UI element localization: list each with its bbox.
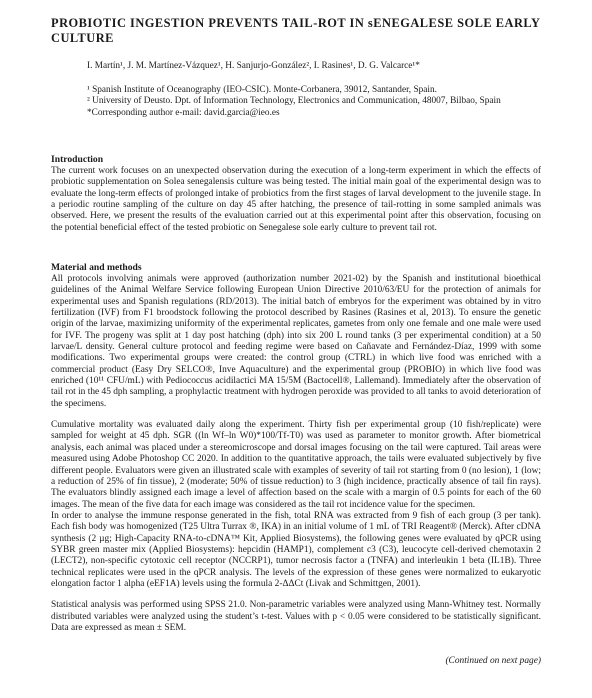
paper-title: PROBIOTIC INGESTION PREVENTS TAIL-ROT IN sENEGALESE SOLE EARLY CULTURE (51, 16, 541, 45)
introduction-heading: Introduction (51, 154, 104, 165)
author-list: I. Martín¹, J. M. Martínez-Vázquez¹, H. Sanjurjo-González², I. Rasines¹, D. G. Valcarce¹* (87, 61, 420, 71)
affiliation-1: ¹ Spanish Institute of Oceanography (IEO-CSIC). Monte-Corbanera, 39012, Santander, Spain. (87, 85, 437, 95)
paper-page (51, 16, 541, 666)
methods-paragraph-2: Cumulative mortality was evaluated daily along the experiment. Thirty fish per experimental group (10 fish/replicate) were sampled for weight at 45 dph. SGR ((ln Wf–ln W0)*100/Tf-T0) was used as parameter to monitor growth. After biometrical analysis, each animal was placed under a stereomicroscope and dorsal images focusing on the tail were captured. Tail areas were measured using Adobe Photoshop CC 2020. In addition to the quantitative approach, the tails were evaluated subjectively by five different people. Evaluators were given an illustrated scale with examples of severity of tail rot starting from 0 (no lesion), 1 (low; a reduction of 25% of fin tissue), 2 (moderate; 50% of tissue reduction) to 3 (high incidence, practically absence of tail fin rays). The evaluators blindly assigned each image a level of affection based on the scale with a margin of 0.5 points for each of the 60 images. The mean of the five data for each image was considered as the tail rot incidence value for the specimen. (51, 420, 541, 510)
methods-paragraph-1: All protocols involving animals were approved (authorization number 2021-02) by the Spanish and institutional bioethical guidelines of the Animal Welfare Service following European Union Directive 2010/63/EU for the protection of animals for experimental uses and Spanish regulations (RD/2013). The initial batch of embryos for the experiment was obtained by in vitro fertilization (IVF) from F1 broodstock following the protocol described by Rasines (Rasines et al, 2013). To ensure the genetic origin of the larvae, maximizing uniformity of the experimental replicates, gametes from only one female and one male were used for IVF. The progeny was split at 1 day post hatching (dph) into six 200 L round tanks (3 per experimental condition) at a 50 larvae/L density. General culture protocol and feeding regime were based on Cañavate and Fernández-Díaz, 1999 with some modifications. Two experimental groups were created: the control group (CTRL) in which live food was enriched with a commercial product (Easy Dry SELCO®, Inve Aquaculture) and the experimental group (PROBIO) in which live food was enriched (10¹¹ CFU/mL) with Pediococcus acidilactici MA 15/5M (Bactocell®, Lallemand). Immediately after the observation of tail rot in the 45 dph sampling, a prophylactic treatment with hydrogen peroxide was provided to all tanks to avoid deterioration of the specimens. (51, 274, 541, 409)
affiliation-2: ² University of Deusto. Dpt. of Information Technology, Electronics and Communication, 48007, Bilbao, Spain (87, 96, 501, 107)
methods-paragraph-4: Statistical analysis was performed using SPSS 21.0. Non-parametric variables were analyzed using Mann-Whitney test. Normally distributed variables were analyzed using the student’s t-test. Values with p < 0.05 were considered to be statistically significant. Data are expressed as mean ± SEM. (51, 600, 541, 633)
methods-paragraph-3: In order to analyse the immune response generated in the fish, total RNA was extracted from 9 fish of each group (3 per tank). Each fish body was homogenized (T25 Ultra Turrax ®, IKA) in an initial volume of 1 mL of TRI Reagent® (Merck). After cDNA synthesis (2 µg; High-Capacity RNA-to-cDNA™ Kit, Applied Biosystems), the following genes were evaluated by qPCR using SYBR green master mix (Applied Biosystems): hepcidin (HAMP1), complement c3 (C3), leucocyte cell-derived chemotaxin 2 (LECT2), non-specific cytotoxic cell receptor (NCCRP1), tumor necrosis factor a (TNFA) and interleukin 1 beta (IL1B). Three technical replicates were used in the qPCR analysis. The levels of the expression of these genes were normalized to eukaryotic elongation factor 1 alpha (eEF1A) levels using the formula 2-ΔΔCt (Livak and Schmittgen, 2001). (51, 510, 541, 589)
methods-section (51, 262, 541, 634)
introduction-text: The current work focuses on an unexpected observation during the execution of a long-term experiment in which the effects of probiotic supplementation on Solea senegalensis culture was being tested. The initial main goal of the experimental design was to evaluate the long-term effects of prolonged intake of probiotics from the first stages of larval development to the juvenile stage. In a periodic routine sampling of the culture on day 45 after hatching, the presence of tail-rotting in some sampled animals was observed. Here, we present the results of the evaluation carried out at this experimental point after this observation, focusing on the potential beneficial effect of the tested probiotic on Senegalese sole early culture to prevent tail rot. (51, 166, 541, 233)
introduction-section (51, 154, 541, 234)
methods-heading: Material and methods (51, 262, 142, 273)
continued-note: (Continued on next page) (445, 656, 541, 666)
corresponding-author: *Corresponding author e-mail: david.garcia@ieo.es (87, 107, 280, 118)
affiliations (51, 85, 541, 119)
